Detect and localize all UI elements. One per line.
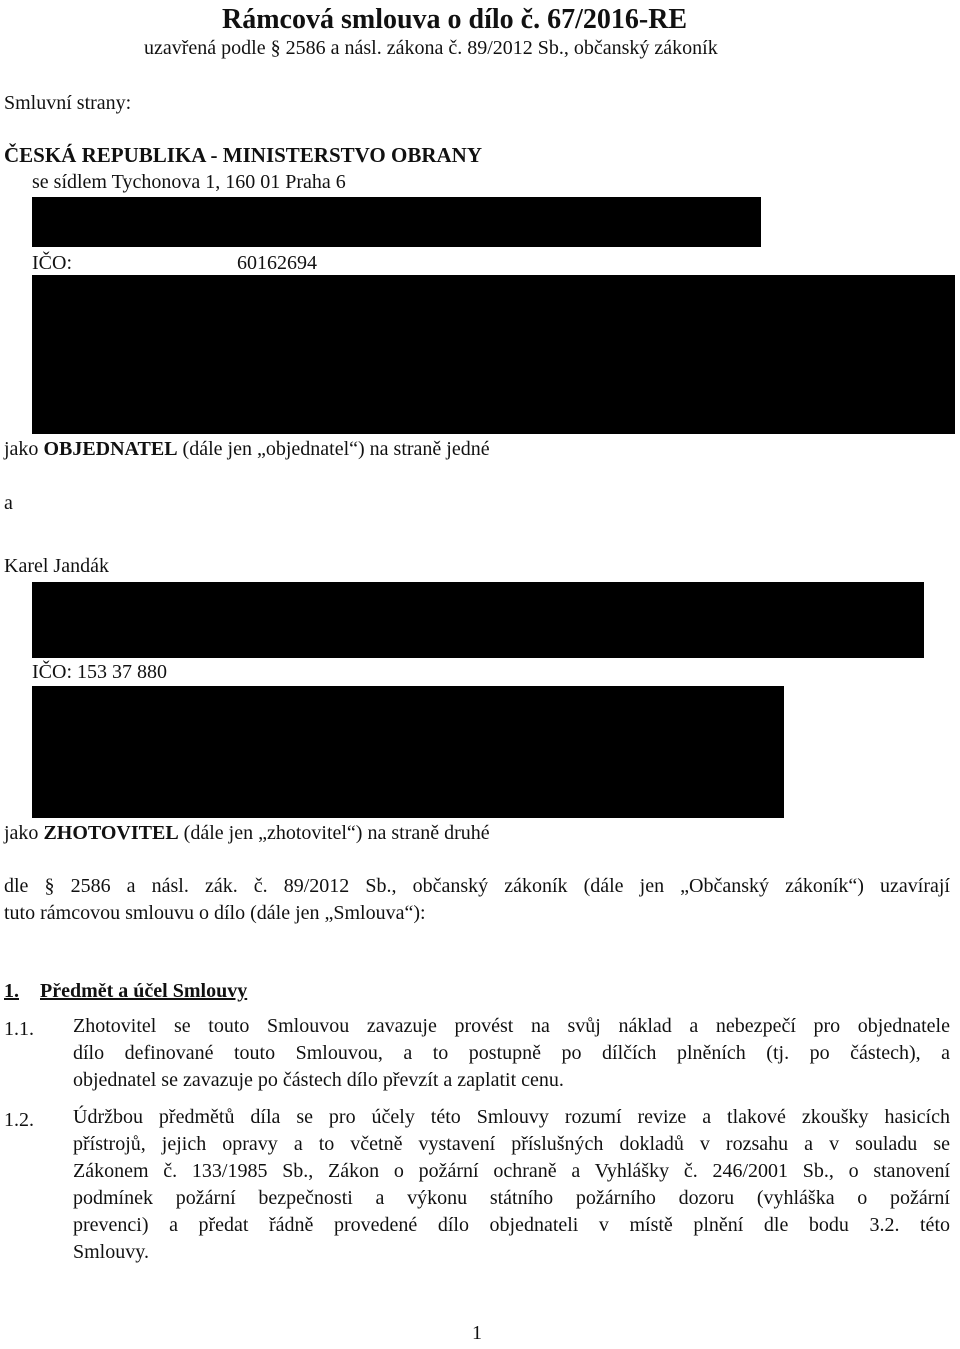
party1-ico-value: 60162694: [237, 252, 317, 274]
section-title: Předmět a účel Smlouvy: [40, 980, 248, 1002]
clause-line: Smlouvy.: [73, 1241, 149, 1263]
role-name: OBJEDNATEL: [43, 438, 178, 460]
clause-line: dílo definované touto Smlouvou, a to postupně po dílčích plněních (tj. po částech), a: [73, 1042, 950, 1064]
redaction-block: [32, 275, 955, 434]
redaction-block: [32, 686, 784, 818]
party1-ico-label: IČO:: [32, 252, 72, 274]
section-number: 1.: [4, 980, 19, 1002]
clause-number: 1.1.: [4, 1018, 34, 1040]
clause-line: přístrojů, jejich opravy a to včetně vystavení příslušných dokladů v rozsahu a v souladu se: [73, 1133, 950, 1155]
clause-line: Zhotovitel se touto Smlouvou zavazuje provést na svůj náklad a nebezpečí pro objednatele: [73, 1015, 950, 1037]
clause-line: prevenci) a předat řádně provedené dílo objednateli v místě plnění dle bodu 3.2. této: [73, 1214, 950, 1236]
role-prefix: jako: [4, 822, 39, 844]
party1-name: ČESKÁ REPUBLIKA - MINISTERSTVO OBRANY: [4, 143, 482, 167]
role-prefix: jako: [4, 438, 39, 460]
intro-line: dle § 2586 a násl. zák. č. 89/2012 Sb., občanský zákoník (dále jen „Občanský zákoník“) uzavírají: [4, 875, 950, 897]
clause-line: Údržbou předmětů díla se pro účely této Smlouvy rozumí revize a tlakové zkoušky hasicích: [73, 1106, 950, 1128]
role-suffix: (dále jen „objednatel“) na straně jedné: [182, 438, 490, 460]
party2-ico: IČO: 153 37 880: [32, 661, 167, 683]
clause-number: 1.2.: [4, 1109, 34, 1131]
clause-line: podmínek požární bezpečnosti a výkonu státního požárního dozoru (vyhláška o požární: [73, 1187, 950, 1209]
role-name: ZHOTOVITEL: [43, 822, 179, 844]
redaction-block: [32, 197, 761, 247]
parties-label: Smluvní strany:: [4, 92, 132, 114]
page-number: 1: [472, 1322, 482, 1344]
party1-role: [4, 439, 490, 459]
document-subtitle: uzavřená podle § 2586 a násl. zákona č. 89/2012 Sb., občanský zákoník: [144, 37, 718, 59]
clause-line: Zákonem č. 133/1985 Sb., Zákon o požární ochraně a Vyhlášky č. 246/2001 Sb., o stanovení: [73, 1160, 950, 1182]
clause-line: objednatel se zavazuje po částech dílo převzít a zaplatit cenu.: [73, 1069, 564, 1091]
document-title: Rámcová smlouva o dílo č. 67/2016-RE: [222, 4, 688, 35]
intro-line: tuto rámcovou smlouvu o dílo (dále jen „Smlouva“):: [4, 902, 426, 924]
role-suffix: (dále jen „zhotovitel“) na straně druhé: [183, 822, 490, 844]
party2-role: [4, 823, 490, 843]
party1-address: se sídlem Tychonova 1, 160 01 Praha 6: [32, 171, 346, 193]
party2-name: Karel Jandák: [4, 555, 109, 577]
redaction-block: [32, 582, 924, 658]
conjunction: a: [4, 492, 13, 514]
